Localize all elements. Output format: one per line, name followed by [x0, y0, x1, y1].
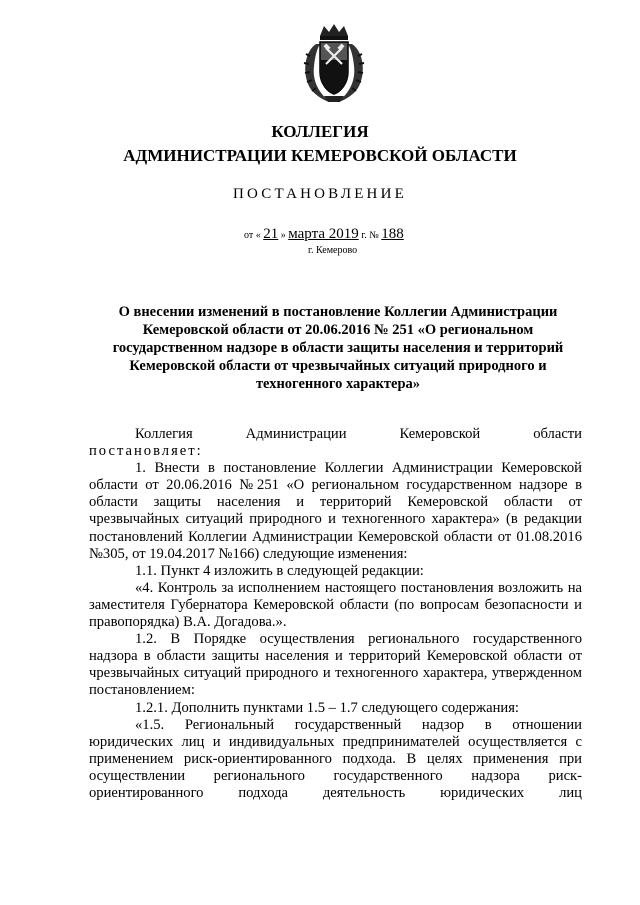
- year-suffix: г.: [361, 230, 367, 241]
- date-separator: »: [280, 230, 286, 241]
- resolves-line: постановляет:: [89, 443, 203, 460]
- paragraph-1-1: 1.1. Пункт 4 изложить в следующей редакции:: [135, 562, 424, 579]
- intro-word: Кемеровской: [399, 426, 481, 442]
- number-label: №: [369, 230, 379, 241]
- intro-line: [89, 426, 582, 443]
- intro-word: Администрации: [245, 426, 347, 442]
- intro-word: Коллегия: [135, 426, 193, 442]
- paragraph-1-2: 1.2. В Порядке осуществления регионального государственного надзора в области защиты населения и территорий Кемеровской области от чрезвычайных ситуаций природного и техногенного характера, утвержденном постановлением:: [89, 631, 582, 699]
- collegium-heading: КОЛЛЕГИЯ: [271, 122, 369, 141]
- document-number: 188: [381, 226, 404, 242]
- paragraph-1-1-text: «4. Контроль за исполнением настоящего постановления возложить на заместителя Губернатора Кемеровской области (по вопросам безопасности и правопорядка) В.А. Догадова.».: [89, 579, 582, 631]
- document-body: [89, 426, 582, 802]
- date-number-line: [244, 226, 404, 244]
- coat-of-arms-emblem: [298, 22, 370, 106]
- document-title: О внесении изменений в постановление Коллегии Администрации Кемеровской области от 20.06.2016 № 251 «О региональном государственном надзоре в области защиты населения и территорий Кемеровской области от чрезвычайных ситуаций природного и техногенного характера»: [112, 304, 564, 392]
- date-prefix: от «: [244, 230, 261, 241]
- paragraph-1-5: «1.5. Региональный государственный надзор в отношении юридических лиц и индивидуальных предпринимателей осуществляется с применением риск-ориентированного подхода. В целях применения при осуществлении регионального государственного надзора риск-ориентированного подхода деятельность юридических лиц: [89, 716, 582, 801]
- city-label: г. Кемерово: [308, 245, 358, 256]
- paragraph-1: 1. Внести в постановление Коллегии Администрации Кемеровской области от 20.06.2016 №251 «О региональном государственном надзоре в области защиты населения и территорий Кемеровской области от чрезвычайных ситуаций природного и техногенного характера» (в редакции постановлений Коллегии Администрации Кемеровской области от 01.08.2016 №305, от 19.04.2017 №166) следующие изменения:: [89, 460, 582, 562]
- date-day: 21: [263, 226, 279, 242]
- document-type-heading: ПОСТАНОВЛЕНИЕ: [233, 186, 407, 202]
- paragraph-1-2-1: 1.2.1. Дополнить пунктами 1.5 – 1.7 следующего содержания:: [135, 699, 519, 716]
- administration-heading: АДМИНИСТРАЦИИ КЕМЕРОВСКОЙ ОБЛАСТИ: [123, 146, 517, 165]
- intro-word: области: [533, 426, 582, 442]
- date-month-year: марта 2019: [288, 226, 359, 242]
